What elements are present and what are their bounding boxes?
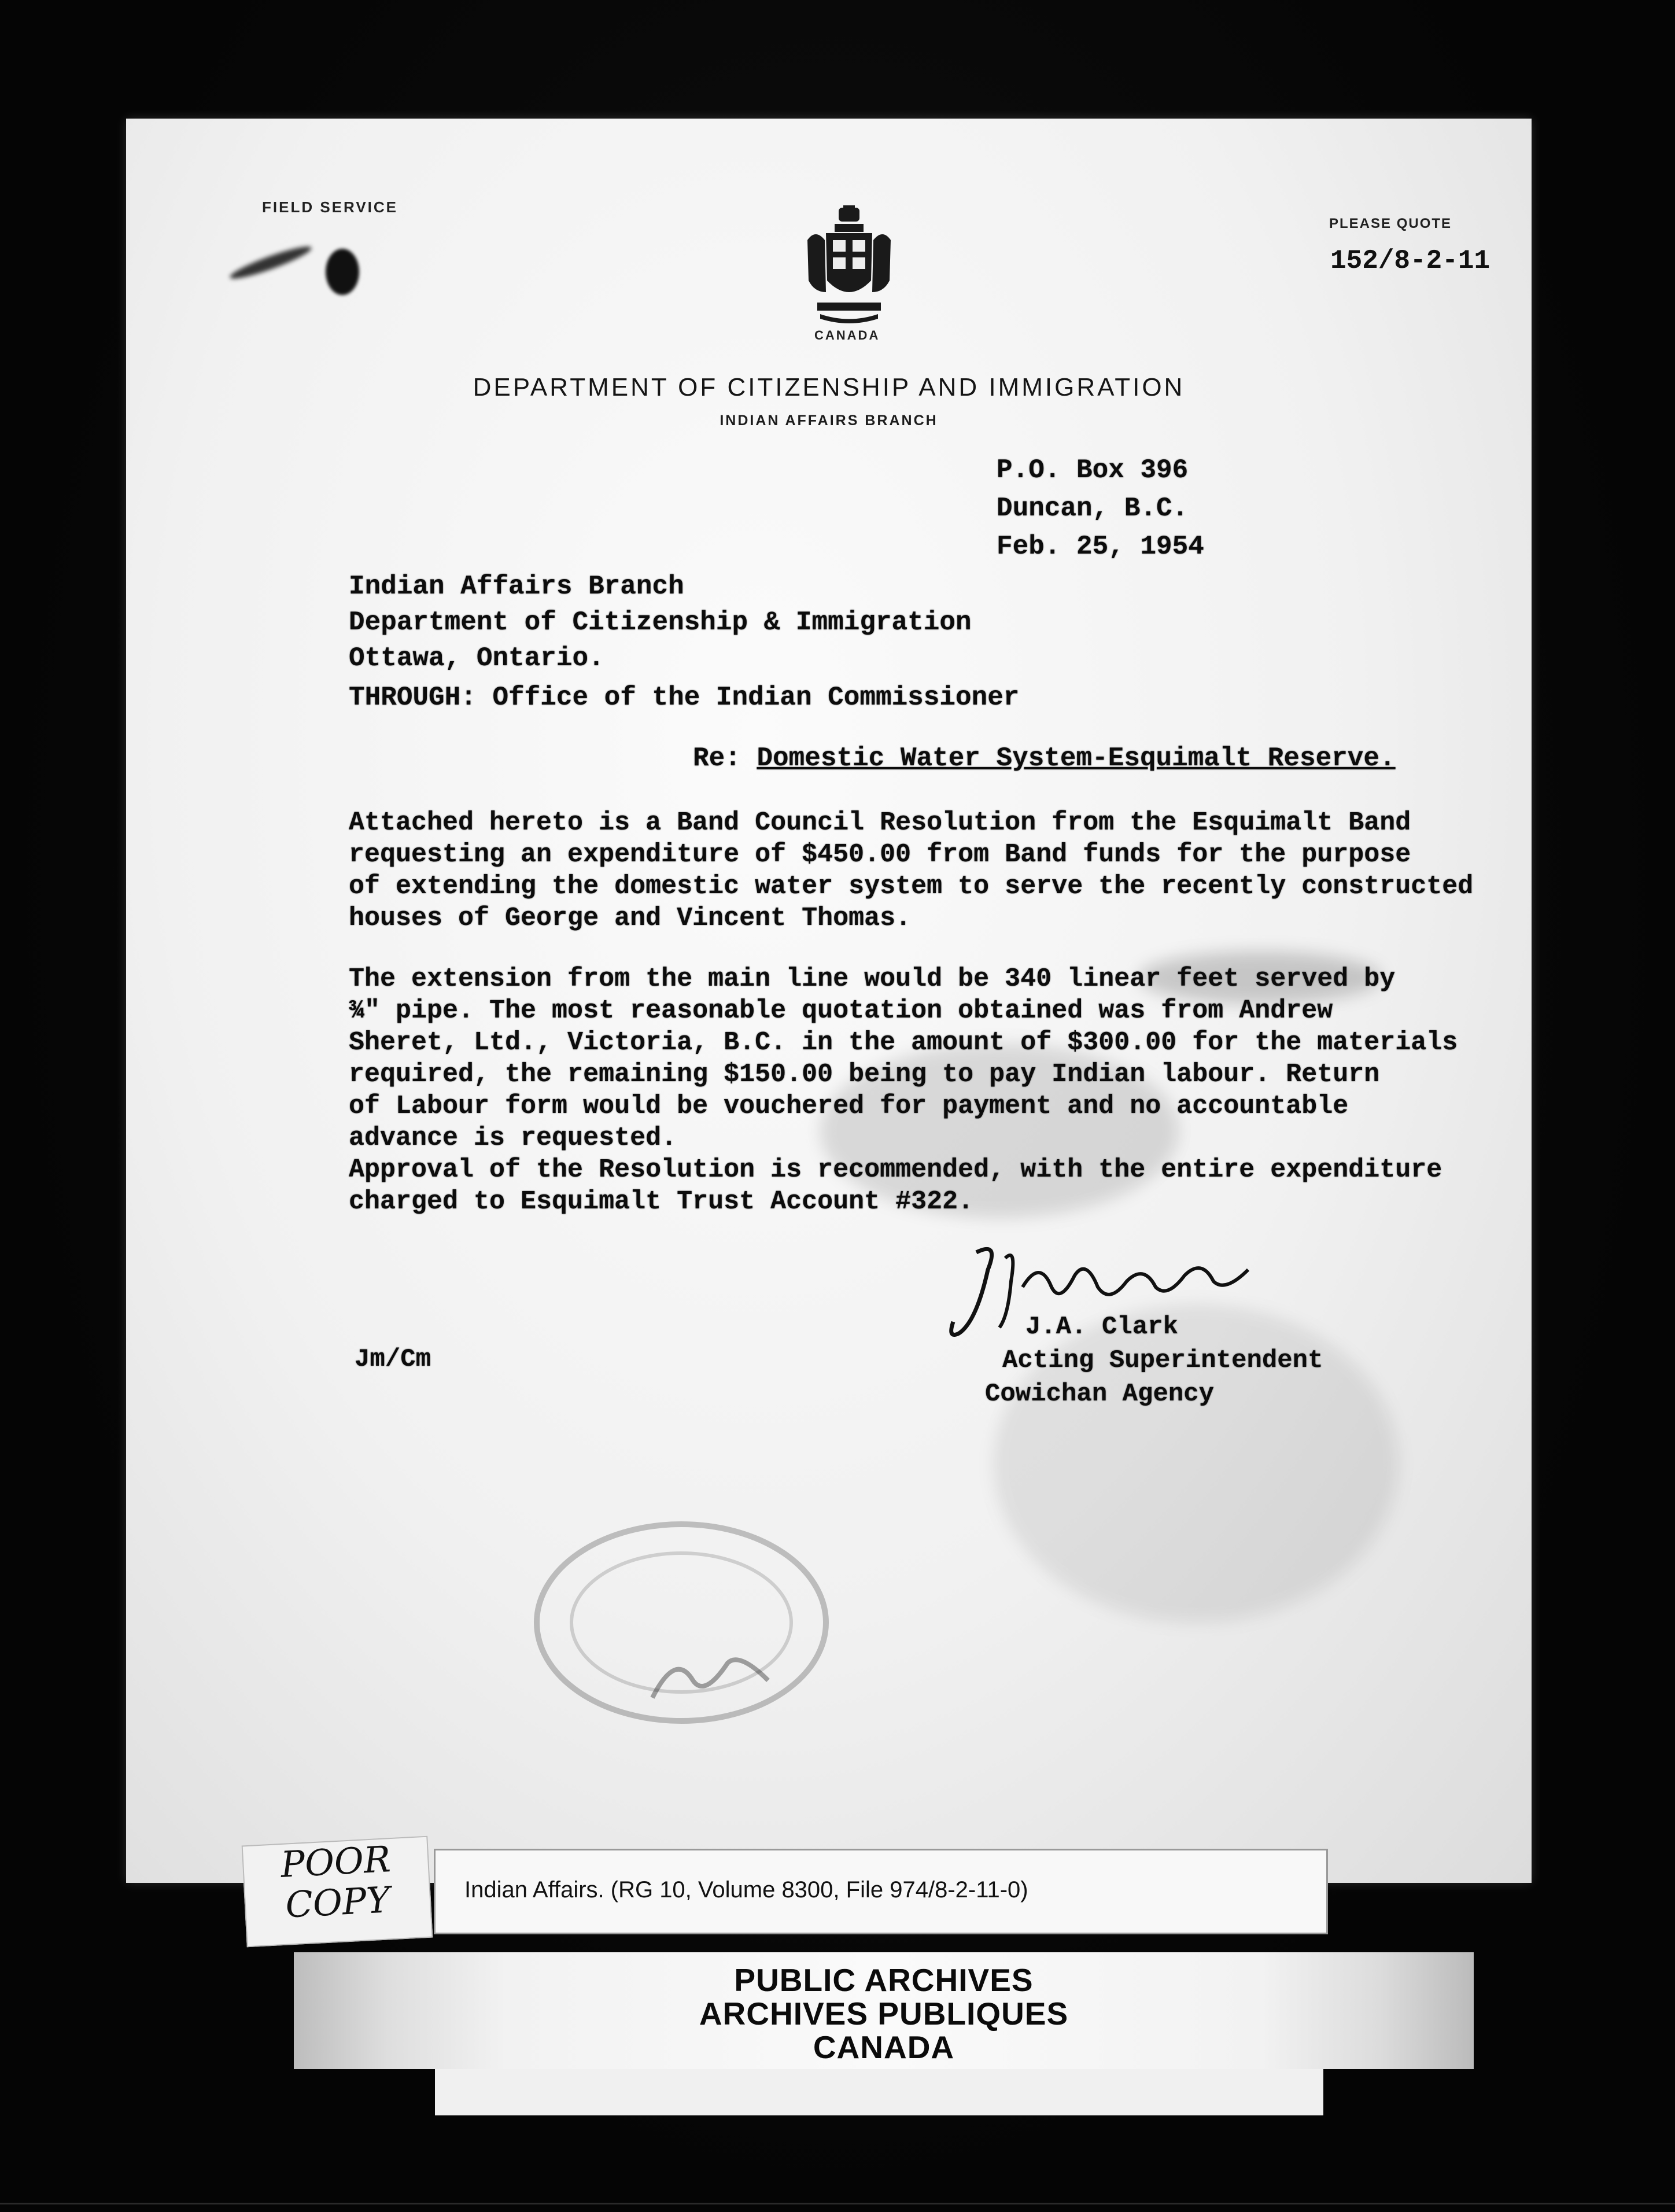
typist-initials: Jm/Cm [355, 1345, 431, 1374]
please-quote-label: PLEASE QUOTE [1329, 216, 1452, 231]
poor-copy-label [242, 1836, 433, 1948]
letter-page [126, 119, 1532, 1883]
archive-reference-label [434, 1849, 1328, 1934]
strip-base [435, 2069, 1323, 2115]
body-line: required, the remaining $150.00 being to pay Indian labour. Return [349, 1060, 1380, 1089]
body-line: Attached hereto is a Band Council Resolution from the Esquimalt Band [349, 808, 1411, 838]
department-heading: DEPARTMENT OF CITIZENSHIP AND IMMIGRATION [473, 373, 1185, 401]
body-line: of extending the domestic water system to serve the recently constructed [349, 872, 1474, 901]
body-line: Sheret, Ltd., Victoria, B.C. in the amount of $300.00 for the materials [349, 1028, 1458, 1057]
recipient-address [349, 569, 972, 676]
body-line: charged to Esquimalt Trust Account #322. [349, 1187, 974, 1216]
body-line: Approval of the Resolution is recommended, with the entire expenditure [349, 1155, 1442, 1185]
body-line: The extension from the main line would be 340 linear feet served by [349, 964, 1396, 994]
through-line [349, 683, 1019, 713]
signatory-agency: Cowichan Agency [985, 1380, 1215, 1409]
subject-line [693, 743, 1396, 773]
recipient-line: Ottawa, Ontario. [349, 643, 604, 673]
public-archives-strip [294, 1952, 1474, 2069]
body-line: of Labour form would be vouchered for payment and no accountable [349, 1092, 1349, 1121]
sender-address [997, 451, 1204, 566]
body-paragraph-3 [349, 1154, 1442, 1218]
crest-caption: CANADA [814, 328, 880, 342]
body-line: houses of George and Vincent Thomas. [349, 904, 912, 933]
field-service-label: FIELD SERVICE [262, 198, 399, 216]
signatory-title: Acting Superintendent [1002, 1346, 1323, 1375]
signatory-name: J.A. Clark [1025, 1313, 1179, 1341]
body-line: requesting an expenditure of $450.00 from Band funds for the purpose [349, 840, 1411, 869]
through-label: THROUGH: [349, 683, 477, 713]
archive-line: CANADA [813, 2029, 955, 2065]
archive-reference-text: Indian Affairs. (RG 10, Volume 8300, File 974/8-2-11-0) [464, 1877, 1028, 1903]
canada-coat-of-arms-icon [803, 205, 895, 327]
recipient-line: Department of Citizenship & Immigration [349, 607, 972, 637]
body-line: advance is requested. [349, 1123, 677, 1153]
re-subject: Domestic Water System-Esquimalt Reserve. [757, 743, 1396, 773]
ink-streak [228, 242, 313, 283]
address-line: P.O. Box 396 [997, 455, 1189, 485]
through-text: Office of the Indian Commissioner [492, 683, 1020, 713]
branch-heading: INDIAN AFFAIRS BRANCH [720, 412, 938, 429]
body-paragraph-1 [349, 807, 1473, 934]
body-line: ¾" pipe. The most reasonable quotation obtained was from Andrew [349, 996, 1333, 1026]
film-edge [0, 2203, 1675, 2204]
archive-line: PUBLIC ARCHIVES [734, 1962, 1034, 1998]
ink-blot [326, 249, 359, 295]
poor-copy-line: COPY [284, 1878, 392, 1926]
recipient-line: Indian Affairs Branch [349, 572, 684, 602]
letter-date: Feb. 25, 1954 [997, 532, 1204, 562]
re-label: Re: [693, 743, 741, 773]
body-paragraph-2 [349, 963, 1458, 1154]
file-number: 152/8-2-11 [1330, 246, 1490, 276]
signature-block [962, 1310, 1323, 1411]
address-line: Duncan, B.C. [997, 493, 1189, 523]
received-stamp-icon [519, 1507, 843, 1738]
poor-copy-line: POOR [279, 1838, 392, 1886]
archive-line: ARCHIVES PUBLIQUES [699, 1996, 1069, 2032]
